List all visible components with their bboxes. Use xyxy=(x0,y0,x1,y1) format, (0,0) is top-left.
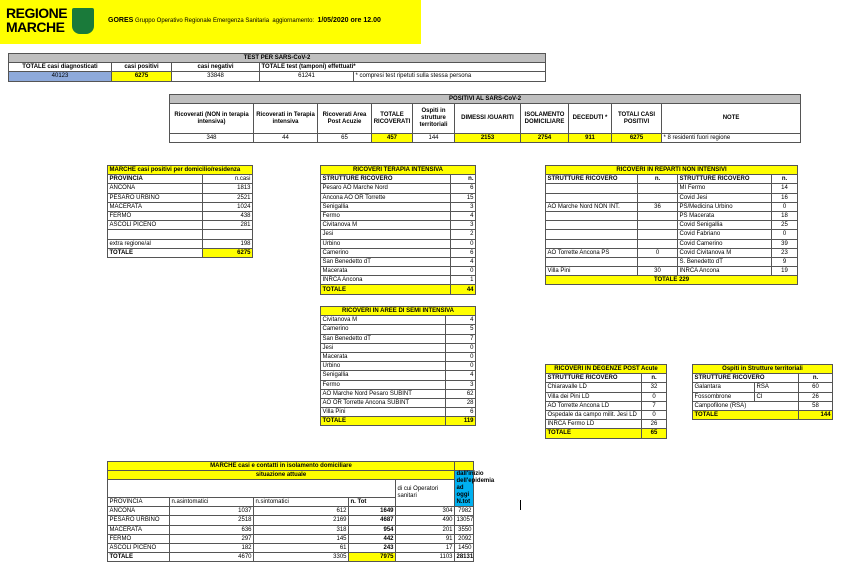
postacute-table xyxy=(545,364,667,439)
iso-row-name: FERMO xyxy=(108,534,170,543)
table-row-type: RSA xyxy=(755,383,799,392)
table-cell: AO Torrette Ancona PS xyxy=(546,248,638,257)
table-cell: AO Marche Nord NON INT. xyxy=(546,202,638,211)
tests-h-total: TOTALE casi diagnosticati xyxy=(9,63,112,72)
pos-h-6: ISOLAMENTO DOMICILIARE xyxy=(521,104,569,134)
table-cell: Covid Civitanova M xyxy=(678,248,772,257)
table-cell: MI Fermo xyxy=(678,184,772,193)
iso-total-name: TOTALE xyxy=(108,553,170,562)
table-cell: 0 xyxy=(772,202,798,211)
table-row-name: MACERATA xyxy=(108,202,203,211)
iso-title-spacer xyxy=(455,462,474,471)
table-row-value: 3 xyxy=(446,380,476,389)
table-row-value: 1813 xyxy=(203,184,253,193)
nonintensivi-table xyxy=(545,165,798,285)
iso-row-tot: 1649 xyxy=(349,507,396,516)
iso-row-name: PESARO URBINO xyxy=(108,516,170,525)
table-row-name: AO OR Torrette Ancona SUBINT xyxy=(321,398,446,407)
iso-row-asin: 2518 xyxy=(170,516,254,525)
iso-total-tot: 7975 xyxy=(349,553,396,562)
terr-total-value: 144 xyxy=(799,410,833,419)
terapia-title: RICOVERI TERAPIA INTENSIVA xyxy=(321,166,476,175)
terr-total-label: TOTALE xyxy=(693,410,799,419)
pos-v-5: 2153 xyxy=(455,134,521,143)
table-row-value: 58 xyxy=(799,401,833,410)
table-row-name: Macerata xyxy=(321,267,451,276)
iso-row-sin: 61 xyxy=(254,543,349,552)
domicilio-total-label: TOTALE xyxy=(108,248,203,257)
table-row-name: ASCOLI PICENO xyxy=(108,221,203,230)
table-row-name: Villa dei Pini LD xyxy=(546,392,642,401)
semi-total-label: TOTALE xyxy=(321,417,446,426)
pos-h-3: TOTALE RICOVERATI xyxy=(372,104,413,134)
table-row-value: 3 xyxy=(451,221,476,230)
iso-subtitle: situazione attuale xyxy=(108,471,455,480)
table-row-value: 6 xyxy=(451,184,476,193)
pos-h-4: Ospiti in strutture territoriali xyxy=(413,104,455,134)
domicilio-title: MARCHE casi positivi per domicilio/residenza xyxy=(108,166,253,175)
table-row-value: 26 xyxy=(799,392,833,401)
iso-row-op: 490 xyxy=(396,516,455,525)
table-row-value: 4 xyxy=(451,211,476,220)
table-row-name: Civitanova M xyxy=(321,221,451,230)
table-cell: S. Benedetto dT xyxy=(678,257,772,266)
iso-row-all: 2092 xyxy=(455,534,474,543)
table-row-name: extra regione/al xyxy=(108,239,203,248)
table-row-name: Chiaravalle LD xyxy=(546,383,642,392)
iso-row-sin: 612 xyxy=(254,507,349,516)
table-row-value: 7 xyxy=(446,334,476,343)
iso-row-all: 7982 xyxy=(455,507,474,516)
tests-h-neg: casi negativi xyxy=(172,63,260,72)
terapia-table xyxy=(320,165,476,295)
post-total-value: 65 xyxy=(642,429,667,438)
header-update-label: aggiornamento: xyxy=(272,18,315,24)
table-row-value: 0 xyxy=(446,343,476,352)
tests-v-total: 40123 xyxy=(9,72,112,81)
pos-h-5: DIMESSI /GUARITI xyxy=(455,104,521,134)
iso-h-op: di cui Operatori sanitari xyxy=(396,480,455,507)
table-row-name: AO Torrette Ancona LD xyxy=(546,401,642,410)
pos-v-2: 65 xyxy=(318,134,372,143)
table-row-value: 5 xyxy=(446,325,476,334)
positivi-title: POSITIVI AL SARS-CoV-2 xyxy=(170,95,801,104)
table-row-value: 0 xyxy=(642,410,667,419)
table-cell: 25 xyxy=(772,221,798,230)
tests-note: * compresi test ripetuti sulla stessa persona xyxy=(354,72,546,81)
pos-h-0: Ricoverati (NON in terapia intensiva) xyxy=(170,104,254,134)
nonint-col4: n. xyxy=(772,175,798,184)
table-row-value: 198 xyxy=(203,239,253,248)
table-cell xyxy=(546,230,638,239)
header-org: GORES xyxy=(108,17,134,24)
table-cell: 0 xyxy=(638,248,678,257)
tests-title: TEST PER SARS-CoV-2 xyxy=(9,54,546,63)
table-row-name: Urbino xyxy=(321,362,446,371)
table-cell xyxy=(546,184,638,193)
pos-v-0: 348 xyxy=(170,134,254,143)
iso-row-tot: 4687 xyxy=(349,516,396,525)
iso-row-tot: 243 xyxy=(349,543,396,552)
terr-title: Ospiti in Strutture territoriali xyxy=(693,365,833,374)
table-cell: Covid Jesi xyxy=(678,193,772,202)
iso-row-asin: 297 xyxy=(170,534,254,543)
table-cell: PS Macerata xyxy=(678,211,772,220)
table-cell: 16 xyxy=(772,193,798,202)
table-row-name: PESARO URBINO xyxy=(108,193,203,202)
nonint-title: RICOVERI IN REPARTI NON INTENSIVI xyxy=(546,166,798,175)
table-row-value: 2 xyxy=(451,230,476,239)
table-row-value: 1 xyxy=(451,276,476,285)
table-cell xyxy=(638,193,678,202)
table-cell: 39 xyxy=(772,239,798,248)
table-row-name: INRCA Ancona xyxy=(321,276,451,285)
table-row-name: Camerino xyxy=(321,325,446,334)
nonint-total-value: 229 xyxy=(679,277,690,284)
table-cell: Covid Senigallia xyxy=(678,221,772,230)
logo-emblem-icon xyxy=(72,8,94,34)
nonint-total-label: TOTALE xyxy=(653,277,678,284)
pos-v-8: 6275 xyxy=(612,134,662,143)
table-cell xyxy=(638,221,678,230)
table-row-name: Fossombrone xyxy=(693,392,755,401)
table-cell: 0 xyxy=(772,230,798,239)
table-row-name: San Benedetto dT xyxy=(321,257,451,266)
table-row-name: Ospedale da campo milit. Jesi LD xyxy=(546,410,642,419)
terapia-total-label: TOTALE xyxy=(321,285,451,294)
table-cell xyxy=(638,239,678,248)
table-cell xyxy=(638,211,678,220)
header-org-full: Gruppo Operativo Regionale Emergenza Sanitaria xyxy=(134,18,270,24)
table-row-name: Senigallia xyxy=(321,202,451,211)
table-row-value: 26 xyxy=(642,420,667,429)
post-title: RICOVERI IN DEGENZE POST Acute xyxy=(546,365,667,374)
pos-h-7: DECEDUTI * xyxy=(569,104,612,134)
table-cell xyxy=(546,257,638,266)
table-row-value: 7 xyxy=(642,401,667,410)
table-cell: Villa Pini xyxy=(546,267,638,276)
table-cell xyxy=(546,239,638,248)
iso-row-sin: 318 xyxy=(254,525,349,534)
table-cell xyxy=(638,257,678,266)
terr-col2: n. xyxy=(799,374,833,383)
table-cell: 9 xyxy=(772,257,798,266)
table-row-name: Pesaro AO Marche Nord xyxy=(321,184,451,193)
table-row-value: 0 xyxy=(451,267,476,276)
table-cell xyxy=(638,184,678,193)
terapia-col2: n. xyxy=(451,175,476,184)
table-row-value: 4 xyxy=(446,316,476,325)
table-row-name: Galantara xyxy=(693,383,755,392)
iso-row-name: ANCONA xyxy=(108,507,170,516)
table-row-value: 6 xyxy=(446,408,476,417)
header-update-value: 1/05/2020 ore 12.00 xyxy=(317,17,381,24)
iso-h-prov: PROVINCIA xyxy=(108,498,170,507)
table-row-value: 62 xyxy=(446,389,476,398)
table-row-value: 2521 xyxy=(203,193,253,202)
isolamento-table xyxy=(107,461,495,562)
header-info xyxy=(108,17,381,24)
iso-row-name: ASCOLI PICENO xyxy=(108,543,170,552)
table-row-value: 281 xyxy=(203,221,253,230)
table-row-value: 32 xyxy=(642,383,667,392)
tests-table xyxy=(8,53,546,82)
nonint-total xyxy=(546,276,798,285)
domicilio-total-value: 6275 xyxy=(203,248,253,257)
table-row-name: ANCONA xyxy=(108,184,203,193)
text-cursor-icon xyxy=(520,500,521,510)
table-row-name: Senigallia xyxy=(321,371,446,380)
table-cell: 23 xyxy=(772,248,798,257)
table-row-name: Jesi xyxy=(321,343,446,352)
pos-h-1: Ricoverati in Terapia intensiva xyxy=(254,104,318,134)
iso-h-asin: n.asintomatici xyxy=(170,498,254,507)
table-row-value: 0 xyxy=(446,352,476,361)
iso-h-sin: n.sintomatici xyxy=(254,498,349,507)
table-row-name: Fermo xyxy=(321,380,446,389)
table-cell: 18 xyxy=(772,211,798,220)
table-row-name: Campofilone (RSA) xyxy=(693,401,799,410)
domicilio-col1: PROVINCIA xyxy=(108,175,203,184)
pos-v-6: 2754 xyxy=(521,134,569,143)
post-col1: STRUTTURE RICOVERO xyxy=(546,374,642,383)
iso-row-asin: 182 xyxy=(170,543,254,552)
table-cell: 36 xyxy=(638,202,678,211)
table-row-name: Jesi xyxy=(321,230,451,239)
table-row-name: Civitanova M xyxy=(321,316,446,325)
table-row-name: Ancona AO OR Torrette xyxy=(321,193,451,202)
iso-row-op: 17 xyxy=(396,543,455,552)
iso-total-op: 1103 xyxy=(396,553,455,562)
iso-row-sin: 145 xyxy=(254,534,349,543)
table-row-name: San Benedetto dT xyxy=(321,334,446,343)
tests-v-neg: 33848 xyxy=(172,72,260,81)
semi-title: RICOVERI IN AREE DI SEMI INTENSIVA xyxy=(321,307,476,316)
iso-row-asin: 636 xyxy=(170,525,254,534)
post-col2: n. xyxy=(642,374,667,383)
pos-v-1: 44 xyxy=(254,134,318,143)
iso-row-all: 13057 xyxy=(456,517,474,524)
iso-title: MARCHE casi e contatti in isolamento domiciliare xyxy=(108,462,455,471)
iso-total-asin: 4670 xyxy=(170,553,254,562)
iso-row-op: 201 xyxy=(396,525,455,534)
iso-row-tot: 954 xyxy=(349,525,396,534)
iso-h-tot: n. Tot xyxy=(349,498,396,507)
table-row-value: 6 xyxy=(451,248,476,257)
pos-v-3: 457 xyxy=(372,134,413,143)
table-row-name: Camerino xyxy=(321,248,451,257)
table-row-name xyxy=(108,230,203,239)
tests-h-tamponi: TOTALE test (tamponi) effettuati* xyxy=(260,63,546,72)
table-row-type: CI xyxy=(755,392,799,401)
post-total-label: TOTALE xyxy=(546,429,642,438)
domicilio-col2: n.casi xyxy=(203,175,253,184)
table-row-value: 438 xyxy=(203,211,253,220)
logo-text: REGIONE MARCHE xyxy=(6,5,68,35)
territoriali-table xyxy=(692,364,833,420)
table-row-name: INRCA Fermo LD xyxy=(546,420,642,429)
iso-row-asin: 1037 xyxy=(170,507,254,516)
iso-row-tot: 442 xyxy=(349,534,396,543)
iso-row-op: 304 xyxy=(396,507,455,516)
table-row-name: Fermo xyxy=(321,211,451,220)
table-row-value: 28 xyxy=(446,398,476,407)
table-row-value: 3 xyxy=(451,202,476,211)
iso-row-op: 91 xyxy=(396,534,455,543)
table-cell xyxy=(546,193,638,202)
semiintensiva-table xyxy=(320,306,476,426)
table-row-name: Macerata xyxy=(321,352,446,361)
table-row-value: 0 xyxy=(446,362,476,371)
table-row-name: Urbino xyxy=(321,239,451,248)
table-cell: Covid Camerino xyxy=(678,239,772,248)
iso-side-header: dall'inizio dell'epidemia ad oggi N.tot xyxy=(456,471,495,506)
terr-col1: STRUTTURE RICOVERO xyxy=(693,374,799,383)
table-cell: 14 xyxy=(772,184,798,193)
iso-row-name: MACERATA xyxy=(108,525,170,534)
positivi-table xyxy=(169,94,801,143)
nonint-col1: STRUTTURE RICOVERO xyxy=(546,175,638,184)
iso-total-all: 28131 xyxy=(456,554,474,561)
iso-row-sin: 2169 xyxy=(254,516,349,525)
table-cell: 30 xyxy=(638,267,678,276)
iso-row-all: 1450 xyxy=(455,543,474,552)
table-row-name: FERMO xyxy=(108,211,203,220)
table-row-value xyxy=(203,230,253,239)
table-row-value: 60 xyxy=(799,383,833,392)
table-row-name: Villa Pini xyxy=(321,408,446,417)
table-cell xyxy=(546,211,638,220)
pos-h-2: Ricoverati Area Post Acuzie xyxy=(318,104,372,134)
nonint-col3: STRUTTURE RICOVERO xyxy=(678,175,772,184)
pos-v-7: 911 xyxy=(569,134,612,143)
terapia-total-value: 44 xyxy=(451,285,476,294)
table-row-value: 4 xyxy=(451,257,476,266)
table-row-value: 0 xyxy=(642,392,667,401)
logo xyxy=(6,6,98,40)
table-cell: 19 xyxy=(772,267,798,276)
pos-h-9: NOTE xyxy=(662,104,801,134)
terapia-col1: STRUTTURE RICOVERO xyxy=(321,175,451,184)
table-cell xyxy=(638,230,678,239)
iso-row-all: 3550 xyxy=(455,525,474,534)
table-row-value: 15 xyxy=(451,193,476,202)
table-row-name: AO Marche Nord Pesaro SUBINT xyxy=(321,389,446,398)
table-cell: PS/Medicina Urbino xyxy=(678,202,772,211)
tests-v-pos: 6275 xyxy=(112,72,172,81)
table-row-value: 0 xyxy=(451,239,476,248)
nonint-col2: n. xyxy=(638,175,678,184)
table-row-value: 1024 xyxy=(203,202,253,211)
pos-v-9: * 8 residenti fuori regione xyxy=(662,134,801,143)
table-cell xyxy=(546,221,638,230)
iso-blank xyxy=(108,480,396,498)
semi-total-value: 119 xyxy=(446,417,476,426)
tests-v-tamponi: 61241 xyxy=(260,72,354,81)
table-cell: Covid Fabriano xyxy=(678,230,772,239)
pos-h-8: TOTALI CASI POSITIVI xyxy=(612,104,662,134)
tests-h-pos: casi positivi xyxy=(112,63,172,72)
table-row-value: 4 xyxy=(446,371,476,380)
iso-total-sin: 3305 xyxy=(254,553,349,562)
domicilio-table xyxy=(107,165,253,258)
pos-v-4: 144 xyxy=(413,134,455,143)
table-cell: INRCA Ancona xyxy=(678,267,772,276)
